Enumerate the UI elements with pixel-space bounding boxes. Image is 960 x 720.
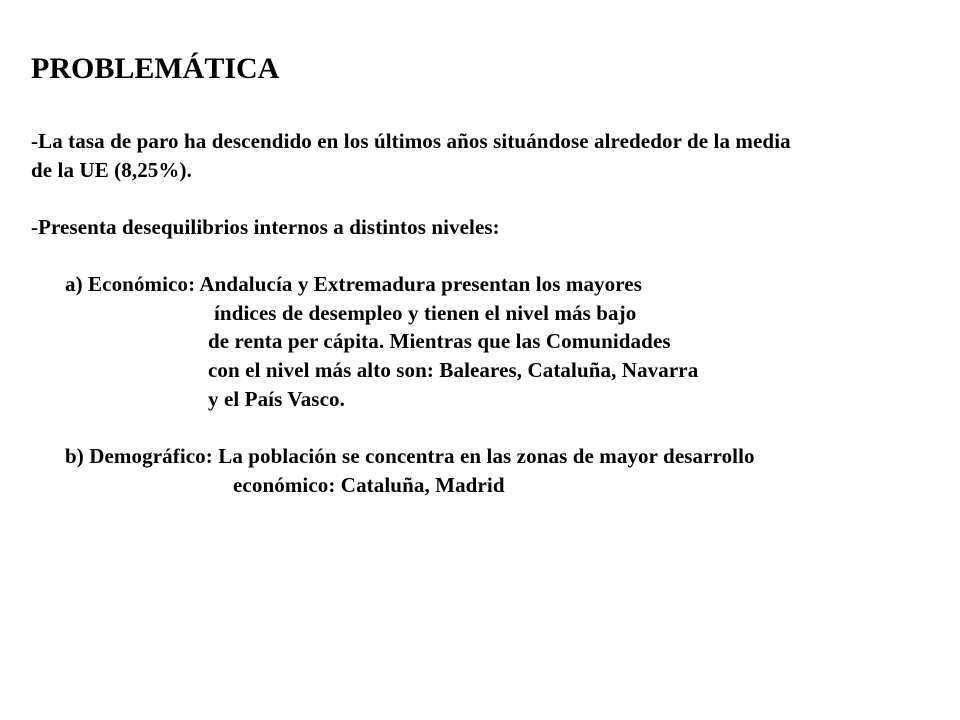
item-a-line-3: de renta per cápita. Mientras que las Comunidades [208,329,671,353]
paragraph-2-line-1: -Presenta desequilibrios internos a distintos niveles: [31,215,500,239]
item-a-line-2: índices de desempleo y tienen el nivel más bajo [214,301,637,325]
item-a-line-4: con el nivel más alto son: Baleares, Cataluña, Navarra [208,358,699,382]
item-a-line-5: y el País Vasco. [208,387,345,411]
item-b-line-1: b) Demográfico: La población se concentra en las zonas de mayor desarrollo [65,444,755,468]
paragraph-1-line-2: de la UE (8,25%). [31,158,192,182]
item-b-line-2: económico: Cataluña, Madrid [233,473,505,497]
slide-title: PROBLEMÁTICA [31,52,280,85]
item-a-line-1: a) Económico: Andalucía y Extremadura presentan los mayores [65,272,642,296]
paragraph-1-line-1: -La tasa de paro ha descendido en los últimos años situándose alrededor de la media [31,129,791,153]
